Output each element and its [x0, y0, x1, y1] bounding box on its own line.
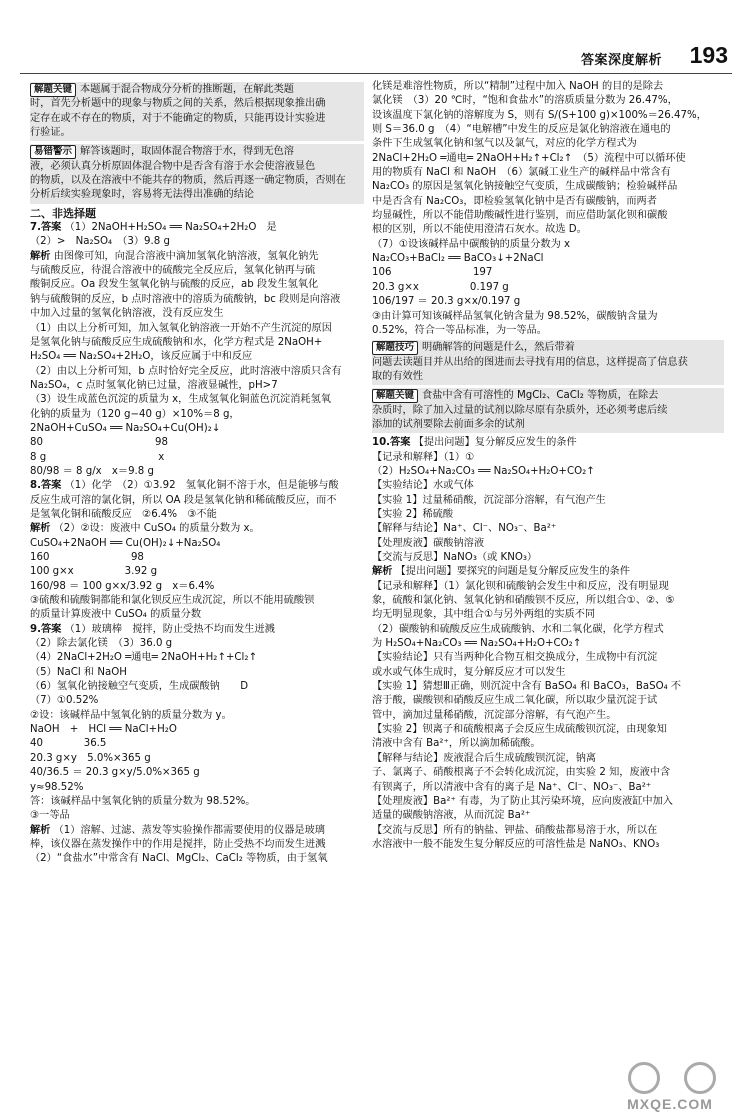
line-text: 2NaOH+CuSO₄ ══ Na₂SO₄+Cu(OH)₂↓ — [30, 422, 221, 434]
line-text: 100 g×x 3.92 g — [30, 566, 158, 578]
line-text: 40 36.5 — [30, 738, 107, 750]
line-text: （2）“食盐水”中常含有 NaCl、MgCl₂、CaCl₂ 等物质，由于氢氧 — [30, 853, 328, 865]
line-text: 条件下生成氢氧化钠和氢气以及氯气，对应的化学方程式为 — [372, 138, 637, 150]
line-text: 根的区别，所以不能使用澄清石灰水。故选 D。 — [372, 224, 587, 236]
text-line — [30, 365, 364, 379]
note-line — [372, 341, 724, 355]
text-line — [30, 436, 364, 450]
line-text: 有钡离子，所以清液中含有的离子是 Na⁺、Cl⁻、NO₃⁻、Ba²⁺ — [372, 781, 652, 793]
line-text: 反应生成可溶的氯化铜，所以 OA 段是氢氧化钠和稀硫酸反应，而不 — [30, 494, 337, 506]
text-line — [30, 250, 364, 264]
page-header — [20, 44, 732, 72]
text-line — [372, 737, 724, 751]
line-text: ③由计算可知该碱样品氢氧化钠含量为 98.52%，碳酸钠含量为 — [372, 310, 658, 322]
note-line — [30, 160, 364, 174]
line-text: 是氢氧化铜和硫酸反应 ②6.4% ③不能 — [30, 508, 217, 520]
text-line — [30, 350, 364, 364]
text-line — [372, 123, 724, 137]
line-text: 中加入过量的氢氧化钠溶液，没有反应发生 — [30, 308, 224, 320]
line-text: 管中，滴加过量稀硝酸，沉淀部分溶解，有气泡产生。 — [372, 709, 617, 721]
line-text: NaOH + HCl ══ NaCl+H₂O — [30, 724, 177, 736]
note-box — [372, 340, 724, 385]
text-line — [372, 594, 724, 608]
section-heading: 二、非选择题 — [30, 206, 96, 220]
line-text: 由图像可知，向混合溶液中滴加氢氧化钠溶液，氢氧化钠先 — [53, 250, 319, 262]
text-line — [372, 565, 724, 579]
text-line — [372, 152, 724, 166]
text-line — [30, 766, 364, 780]
text-line — [372, 752, 724, 766]
line-text: 【提出问题】复分解反应发生的条件 — [413, 437, 577, 449]
line-text: 【实验 1】猜想Ⅲ正确，则沉淀中含有 BaSO₄ 和 BaCO₃，BaSO₄ 不 — [372, 681, 682, 693]
text-line — [372, 324, 724, 338]
text-line — [372, 824, 724, 838]
text-line — [372, 109, 724, 123]
text-line — [372, 80, 724, 94]
line-text: 160/98 ＝ 100 g×x/3.92 g x＝6.4% — [30, 580, 215, 592]
line-text: ③硫酸和硫酸铜都能和氯化钡反应生成沉淀，所以不能用硫酸钡 — [30, 595, 315, 607]
line-text: 棒，该仪器在蒸发操作中的作用是搅拌，防止受热不均而发生迸溅 — [30, 838, 326, 850]
text-line — [30, 737, 364, 751]
line-text: y≈98.52% — [30, 781, 84, 793]
line-text: （2）由以上分析可知，b 点时恰好完全反应，此时溶液中溶质只含有 — [30, 365, 342, 377]
line-text: 【交流与反思】NaNO₃（或 KNO₃） — [372, 552, 538, 563]
line-text: 时，首先分析题中的现象与物质之间的关系，然后根据现象推出确 — [30, 98, 326, 110]
text-line — [30, 709, 364, 723]
line-text: ③一等品 — [30, 810, 70, 822]
line-text: （7）①0.52% — [30, 695, 99, 707]
header-rule — [20, 73, 732, 74]
line-text: （2）碳酸钠和硫酸反应生成硫酸钠、水和二氧化碳，化学方程式 — [372, 623, 664, 635]
text-line — [30, 838, 364, 852]
text-line — [372, 310, 724, 324]
line-text: CuSO₄+2NaOH ══ Cu(OH)₂↓+Na₂SO₄ — [30, 537, 221, 549]
text-line — [30, 551, 364, 565]
right-column — [372, 80, 724, 852]
text-line — [372, 166, 724, 180]
note-line — [30, 174, 364, 188]
watermark-text: MXQE.COM — [627, 1096, 713, 1112]
line-text: （7）①设该碱样品中碳酸钠的质量分数为 x — [372, 238, 571, 250]
line-text: 20.3 g×y 5.0%×365 g — [30, 752, 151, 764]
line-text: 【实验结论】水或气体 — [372, 480, 474, 492]
note-tag: 解题关键 — [30, 83, 76, 97]
text-line — [372, 252, 724, 266]
line-text: （3）设生成蓝色沉淀的质量为 x，生成氢氧化铜蓝色沉淀消耗氢氧 — [30, 394, 331, 406]
note-line — [30, 126, 364, 140]
note-tag: 解题关键 — [372, 389, 418, 403]
text-line — [30, 565, 364, 579]
line-text: 【处理废液】Ba²⁺ 有毒，为了防止其污染环境，应向废液缸中加入 — [372, 795, 673, 807]
line-text: 【解释与结论】Na⁺、Cl⁻、NO₃⁻、Ba²⁺ — [372, 523, 557, 535]
line-text: 明确解答的问题是什么，然后带着 — [422, 342, 575, 354]
line-text: 清液中含有 Ba²⁺，所以滴加稀硫酸。 — [372, 738, 541, 750]
text-line — [372, 494, 724, 508]
text-line — [372, 436, 724, 450]
text-line — [30, 264, 364, 278]
text-line — [372, 137, 724, 151]
text-line — [372, 623, 724, 637]
answer-lead: 解析 — [30, 824, 51, 836]
text-line — [372, 209, 724, 223]
text-line — [30, 723, 364, 737]
line-text: （2）> Na₂SO₄ （3）9.8 g — [30, 236, 170, 248]
text-line — [372, 838, 724, 852]
text-line — [30, 322, 364, 336]
text-line — [30, 379, 364, 393]
text-line — [30, 623, 364, 637]
text-line — [30, 494, 364, 508]
text-line — [30, 680, 364, 694]
text-line — [372, 508, 724, 522]
text-line — [372, 723, 724, 737]
line-text: 问题去读题目并从出给的图进而去寻找有用的信息，这样提高了信息获 — [372, 356, 688, 368]
note-box — [30, 82, 364, 141]
line-text: 杂质时，除了加入过量的试剂以除尽原有杂质外，还必须考虑后续 — [372, 404, 668, 416]
text-line — [30, 537, 364, 551]
text-line — [372, 295, 724, 309]
line-text: 80/98 ＝ 8 g/x x＝9.8 g — [30, 465, 154, 477]
line-text: 子、氯离子、硝酸根离子不会转化成沉淀，由实验 2 知，废液中含 — [372, 767, 671, 779]
line-text: 是氢氧化钠与硫酸反应生成硫酸钠和水，化学方程式是 2NaOH+ — [30, 336, 323, 348]
text-line — [30, 278, 364, 292]
line-text: （2）除去氯化镁 （3）36.0 g — [30, 638, 173, 650]
text-line — [372, 94, 724, 108]
line-text: 【解释与结论】废液混合后生成硫酸钡沉淀，钠离 — [372, 752, 597, 764]
text-line — [30, 580, 364, 594]
answer-lead: 解析 — [30, 523, 51, 535]
note-line — [30, 145, 364, 159]
line-text: 160 98 — [30, 552, 144, 563]
text-line — [372, 694, 724, 708]
text-line — [372, 709, 724, 723]
text-line — [372, 781, 724, 795]
text-line — [372, 551, 724, 565]
note-tag: 解题技巧 — [372, 341, 418, 355]
line-text: 【实验结论】只有当两种化合物互相交换成分，生成物中有沉淀 — [372, 652, 658, 664]
page-number: 193 — [689, 42, 728, 68]
text-line — [30, 594, 364, 608]
line-text: 的物质，以及在溶液中不能共存的物质，然后再逐一确定物质，否则在 — [30, 175, 346, 187]
line-text: （1）由以上分析可知，加入氢氧化钠溶液一开始不产生沉淀的原因 — [30, 322, 332, 334]
line-text: 分析后续实验现象时，容易将无法得出准确的结论 — [30, 189, 255, 201]
text-line — [30, 422, 364, 436]
line-text: Na₂CO₃+BaCl₂ ══ BaCO₃↓+2NaCl — [372, 253, 544, 265]
text-line — [372, 266, 724, 280]
text-line — [30, 408, 364, 422]
text-line — [30, 666, 364, 680]
line-text: 用的物质有 NaCl 和 NaOH （6）氯碱工业生产的碱样品中常含有 — [372, 167, 671, 179]
watermark-logo — [600, 1058, 740, 1112]
line-text: （1）2NaOH+H₂SO₄ ══ Na₂SO₄+2H₂O 是 — [64, 222, 277, 234]
text-line — [30, 479, 364, 493]
text-line — [372, 608, 724, 622]
text-line — [30, 307, 364, 321]
line-text: 【实验 2】稀硫酸 — [372, 508, 454, 520]
line-text: （2）H₂SO₄+Na₂CO₃ ══ Na₂SO₄+H₂O+CO₂↑ — [372, 465, 595, 477]
line-text: 溶于酸，碳酸钡和硝酸反应生成二氧化碳，所以取少量沉淀于试 — [372, 695, 658, 707]
line-text: 【处理废液】碳酸钠溶液 — [372, 537, 485, 549]
text-line — [30, 694, 364, 708]
line-text: 2NaCl+2H₂O ═通电═ 2NaOH+H₂↑+Cl₂↑ （5）流程中可以循环使 — [372, 152, 686, 164]
text-line — [372, 537, 724, 551]
line-text: 【提出问题】要探究的问题是复分解反应发生的条件 — [395, 566, 630, 578]
answer-lead: 解析 — [372, 566, 393, 578]
text-line — [372, 180, 724, 194]
text-line — [30, 795, 364, 809]
text-line — [372, 238, 724, 252]
line-text: 解答该题时，取固体混合物溶于水，得到无色溶 — [80, 146, 294, 158]
line-text: Na₂CO₃ 的原因是氢氧化钠接触空气变质，生成碳酸钠；检验碱样品 — [372, 181, 678, 193]
line-text: 【记录和解释】（1）氯化钡和硫酸钠会发生中和反应，没有明显现 — [372, 580, 669, 592]
line-text: 水溶液中一般不能发生复分解反应的可溶性盐是 NaNO₃、KNO₃ — [372, 838, 660, 850]
line-text: 氯化镁 （3）20 ℃时，“饱和食盐水”的溶质质量分数为 26.47%， — [372, 95, 678, 107]
text-line — [372, 281, 724, 295]
text-line — [372, 465, 724, 479]
text-line — [30, 522, 364, 536]
line-text: （2）②设：废液中 CuSO₄ 的质量分数为 x。 — [53, 523, 260, 535]
text-line — [30, 637, 364, 651]
line-text: 化钠的质量为（120 g−40 g）×10%＝8 g， — [30, 408, 240, 420]
text-line — [30, 608, 364, 622]
text-line — [372, 766, 724, 780]
text-line — [30, 293, 364, 307]
text-line — [30, 221, 364, 235]
line-text: （6）氢氧化钠接触空气变质，生成碳酸钠 D — [30, 681, 249, 693]
text-line — [372, 580, 724, 594]
text-line — [372, 809, 724, 823]
answer-lead: 解析 — [30, 250, 51, 262]
text-line — [30, 781, 364, 795]
line-text: 酸铜反应。Oa 段发生氢氧化钠与硫酸的反应，ab 段发生氢氧化 — [30, 279, 319, 291]
text-line — [30, 235, 364, 249]
line-text: H₂SO₄ ══ Na₂SO₄+2H₂O，该反应属于中和反应 — [30, 351, 253, 363]
line-text: 的质量计算废液中 CuSO₄ 的质量分数 — [30, 609, 202, 621]
line-text: （1）玻璃棒 搅拌，防止受热不均而发生迸溅 — [64, 623, 275, 635]
line-text: 20.3 g×x 0.197 g — [372, 281, 509, 293]
line-text: 适量的碳酸钠溶液，从而沉淀 Ba²⁺ — [372, 810, 531, 822]
note-tag: 易错警示 — [30, 145, 76, 159]
note-line — [372, 370, 724, 384]
text-line — [372, 637, 724, 651]
note-line — [372, 356, 724, 370]
line-text: 钠与硫酸铜的反应，b 点时溶液中的溶质为硫酸钠，bc 段则是向溶液 — [30, 293, 341, 305]
line-text: 添加的试剂要除去前面多余的试剂 — [372, 418, 525, 430]
note-line — [30, 97, 364, 111]
line-text: Na₂SO₄，c 点时氢氧化钠已过量，溶液显碱性，pH>7 — [30, 379, 278, 391]
text-line — [372, 195, 724, 209]
watermark-circle-icon — [684, 1062, 716, 1094]
text-line — [372, 479, 724, 493]
line-text: 40/36.5 ＝ 20.3 g×y/5.0%×365 g — [30, 767, 200, 779]
text-line — [30, 508, 364, 522]
line-text: （5）NaCl 和 NaOH — [30, 666, 127, 678]
text-line — [372, 522, 724, 536]
line-text: 106 197 — [372, 267, 493, 279]
text-line — [30, 465, 364, 479]
line-text: 与硫酸反应，待混合溶液中的硫酸完全反应后，氢氧化钠再与硫 — [30, 265, 316, 277]
note-box — [372, 388, 724, 433]
answer-lead: 8.答案 — [30, 480, 62, 492]
text-line — [372, 795, 724, 809]
header-title: 答案深度解析 — [580, 53, 662, 68]
line-text: 均无明显现象，其中组合①与另外两组的实质不同 — [372, 609, 596, 621]
text-line — [372, 666, 724, 680]
text-line — [30, 852, 364, 866]
line-text: 80 98 — [30, 437, 168, 449]
text-line — [372, 651, 724, 665]
line-text: （1）化学 （2）①3.92 氢氧化铜不溶于水，但是能够与酸 — [64, 480, 339, 492]
line-text: 8 g x — [30, 451, 165, 463]
text-line — [372, 451, 724, 465]
line-text: 设该温度下氯化钠的溶解度为 S，则有 S/(S+100 g)×100%＝26.47%， — [372, 109, 707, 121]
line-text: 象，硫酸和氯化钠、氢氧化钠和硝酸钡不反应，所以组合①、②、⑤ — [372, 595, 675, 607]
line-text: 中是否含有 Na₂CO₃，即检验氢氧化钠中是否有碳酸钠，而两者 — [372, 195, 657, 207]
line-text: 取的有效性 — [372, 370, 423, 382]
line-text: ②设：该碱样品中氢氧化钠的质量分数为 y。 — [30, 709, 232, 721]
note-line — [30, 112, 364, 126]
line-text: 本题属于混合物成分分析的推断题，在解此类题 — [80, 84, 294, 95]
text-line — [30, 651, 364, 665]
text-line — [372, 680, 724, 694]
line-text: 【实验 2】钡离子和硫酸根离子会反应生成硫酸钡沉淀，由现象知 — [372, 724, 667, 736]
line-text: 均显碱性，所以不能借助酸碱性进行鉴别，而应借助氯化钡和碳酸 — [372, 210, 668, 222]
text-line — [30, 451, 364, 465]
line-text: 食盐中含有可溶性的 MgCl₂、CaCl₂ 等物质，在除去 — [422, 390, 659, 402]
note-box — [30, 144, 364, 203]
line-text: （4）2NaCl+2H₂O ═通电═ 2NaOH+H₂↑+Cl₂↑ — [30, 652, 257, 664]
note-line — [30, 83, 364, 97]
line-text: 0.52%，符合一等品标准，为一等品。 — [372, 324, 547, 336]
text-line — [30, 809, 364, 823]
left-column — [30, 80, 364, 867]
line-text: 或水或气体生成时，复分解反应才可以发生 — [372, 666, 566, 678]
note-line — [372, 418, 724, 432]
watermark-circle-icon — [628, 1062, 660, 1094]
line-text: （1）溶解、过滤、蒸发等实验操作都需要使用的仪器是玻璃 — [53, 824, 325, 836]
text-line — [30, 824, 364, 838]
line-text: 行验证。 — [30, 127, 71, 139]
note-line — [372, 389, 724, 403]
line-text: 【记录和解释】（1）① — [372, 451, 475, 463]
text-line — [372, 223, 724, 237]
line-text: 液，必须认真分析原固体混合物中是否含有溶于水会使溶液显色 — [30, 160, 316, 172]
line-text: 化镁是难溶性物质，所以“精制”过程中加入 NaOH 的目的是除去 — [372, 81, 664, 92]
answer-lead: 9.答案 — [30, 623, 62, 635]
line-text: 则 S＝36.0 g （4）“电解槽”中发生的反应是氯化钠溶液在通电的 — [372, 124, 671, 136]
line-text: 为 H₂SO₄+Na₂CO₃ ══ Na₂SO₄+H₂O+CO₂↑ — [372, 638, 582, 650]
line-text: 106/197 ＝ 20.3 g×x/0.197 g — [372, 296, 521, 308]
line-text: 【实验 1】过量稀硝酸，沉淀部分溶解，有气泡产生 — [372, 494, 606, 506]
line-text: 答：该碱样品中氢氧化钠的质量分数为 98.52%。 — [30, 795, 256, 807]
line-text: 【交流与反思】所有的钠盐、钾盐、硝酸盐都易溶于水，所以在 — [372, 824, 658, 836]
answer-lead: 7.答案 — [30, 222, 62, 234]
text-line — [30, 752, 364, 766]
note-line — [372, 404, 724, 418]
answer-lead: 10.答案 — [372, 437, 411, 449]
note-line — [30, 188, 364, 202]
line-text: 定存在或不存在的物质，对于不能确定的物质，只能再设计实验进 — [30, 112, 326, 124]
text-line — [30, 336, 364, 350]
text-line — [30, 393, 364, 407]
